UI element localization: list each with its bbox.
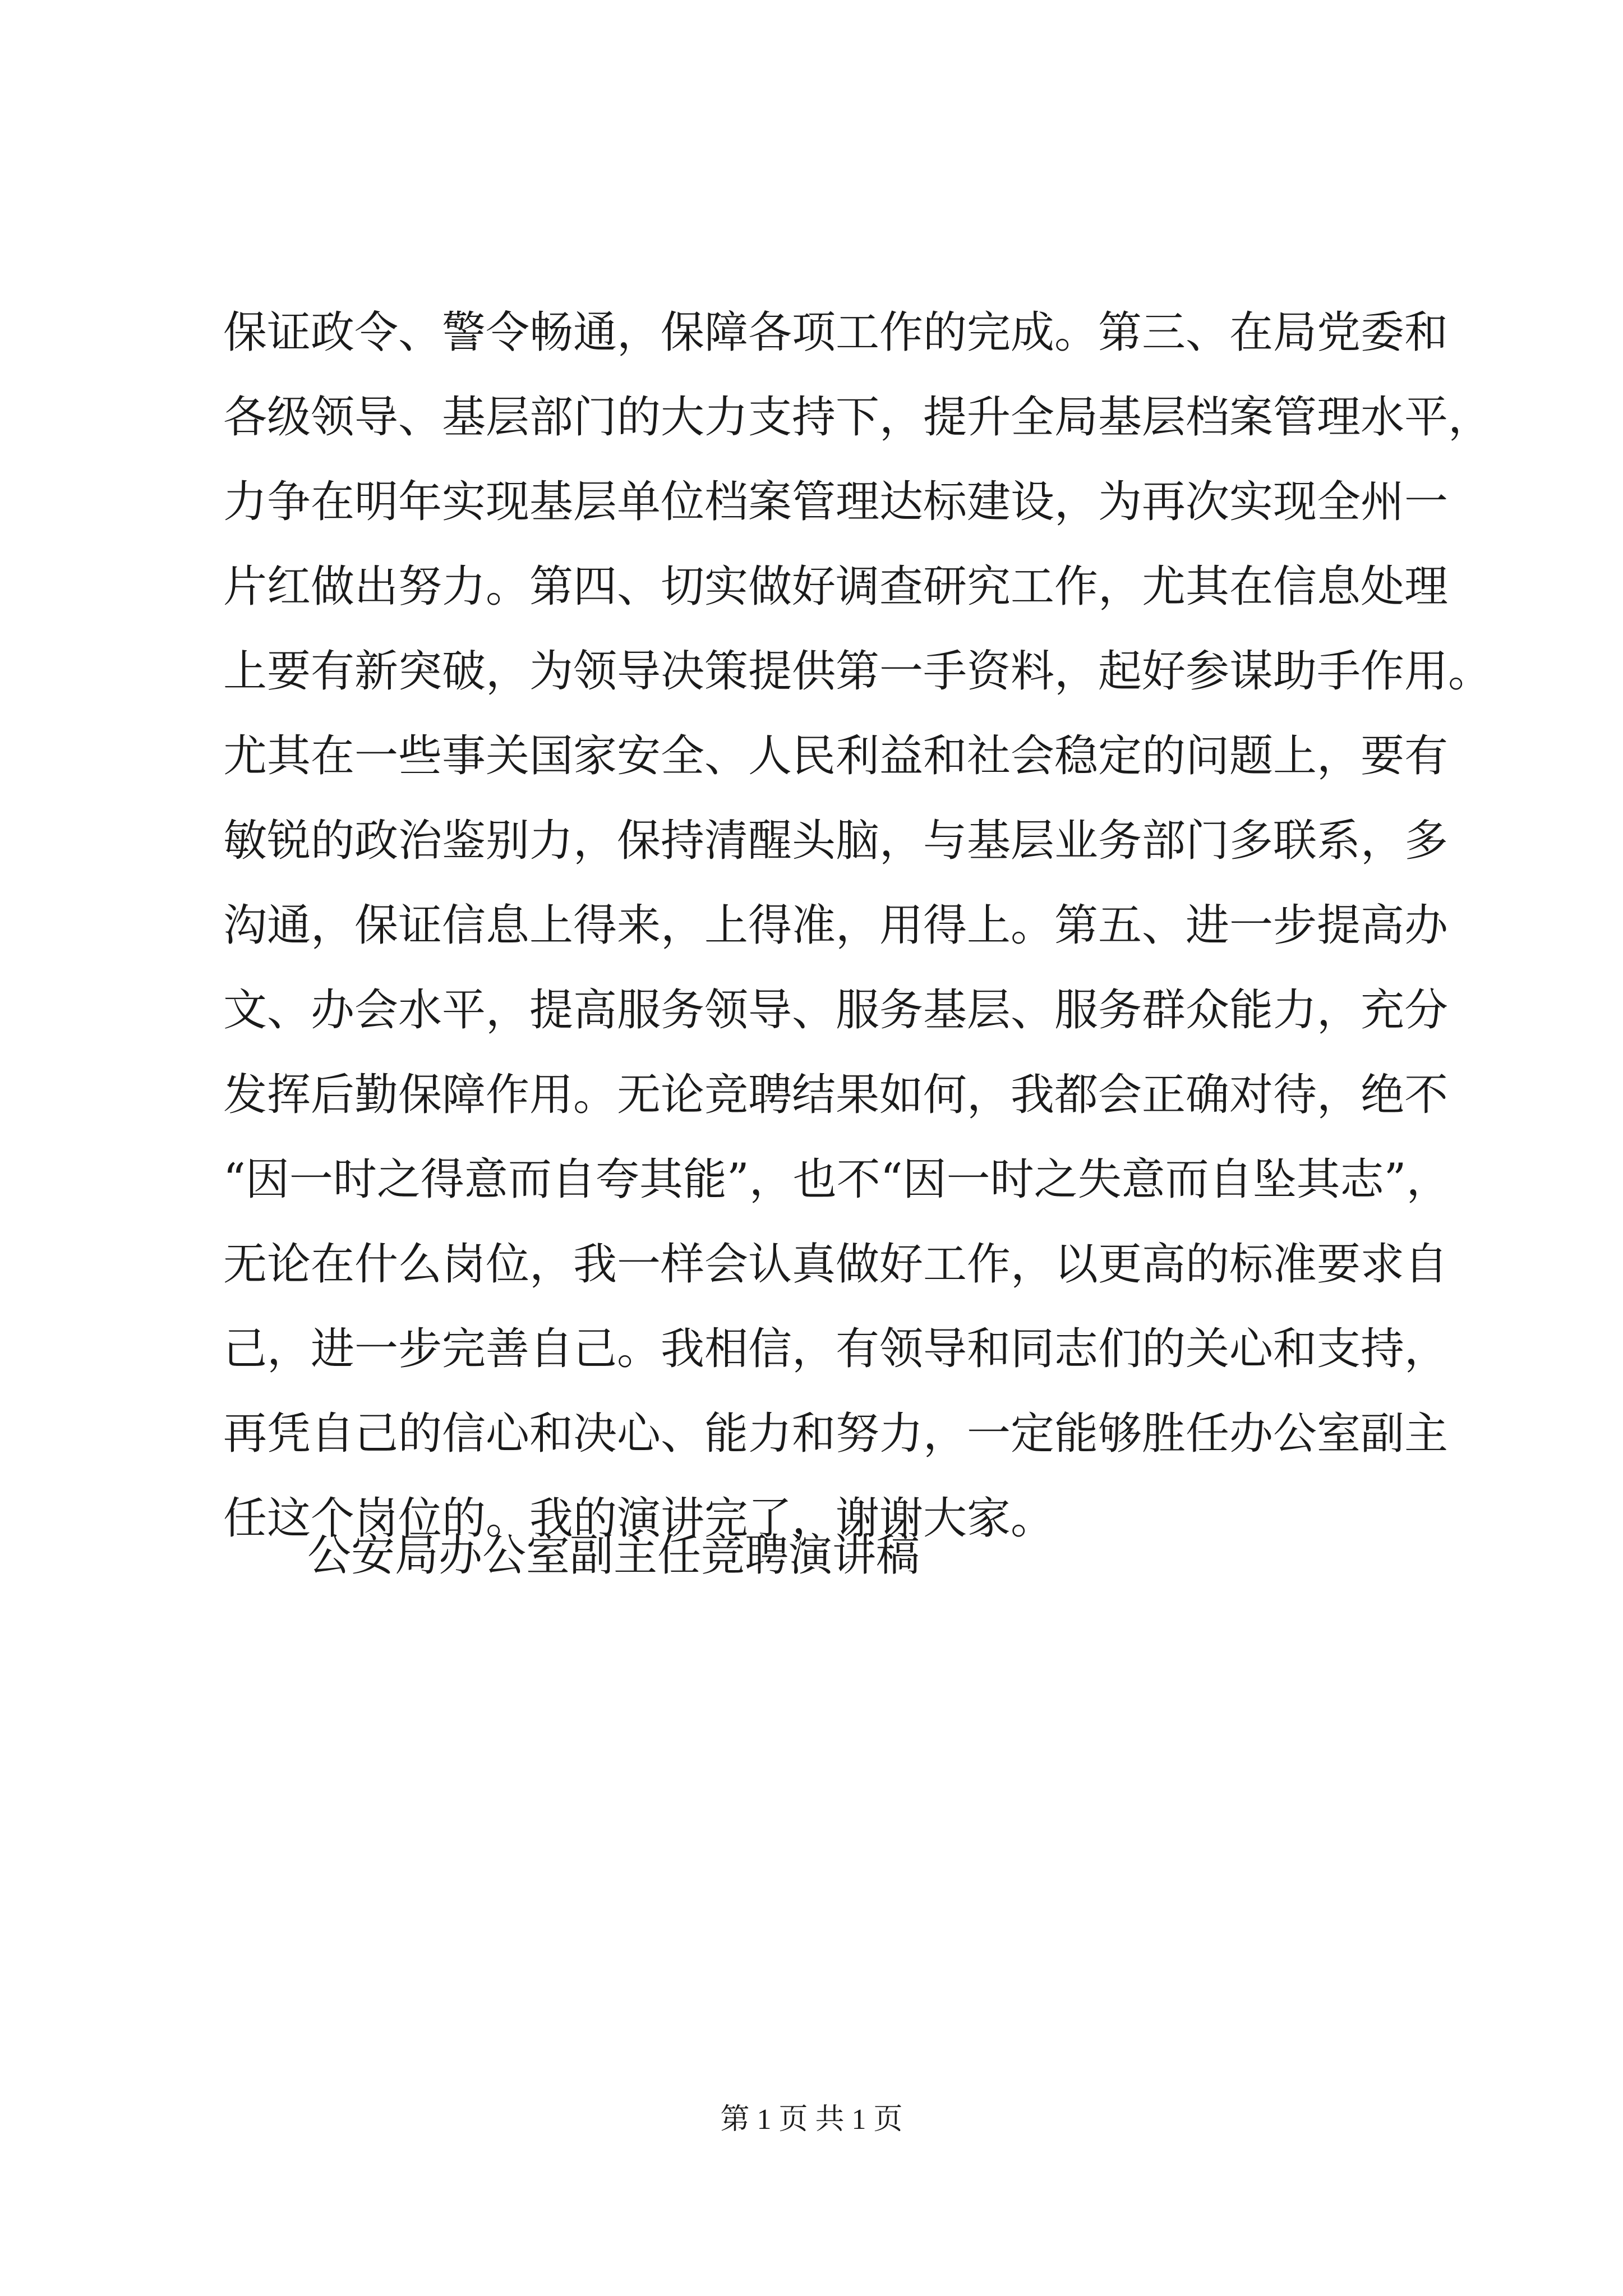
body-line: 沟通，保证信息上得来，上得准，用得上。第五、进一步提高办 [223,900,1449,951]
body-line: 保证政令、警令畅通，保障各项工作的完成。第三、在局党委和 [223,307,1449,358]
page-footer: 第 1 页 共 1 页 [720,2104,903,2136]
body-line: 己，进一步完善自己。我相信，有领导和同志们的关心和支持， [223,1324,1449,1374]
body-line: 文、办会水平，提高服务领导、服务基层、服务群众能力，充分 [223,985,1449,1036]
body-line: 发挥后勤保障作用。无论竞聘结果如何，我都会正确对待，绝不 [223,1070,1449,1120]
body-line: 各级领导、基层部门的大力支持下，提升全局基层档案管理水平， [223,392,1492,443]
body-line: 尤其在一些事关国家安全、人民利益和社会稳定的问题上，要有 [223,731,1449,781]
body-line: 再凭自己的信心和决心、能力和努力，一定能够胜任办公室副主 [223,1409,1449,1459]
body-line: 力争在明年实现基层单位档案管理达标建设，为再次实现全州一 [223,477,1449,527]
body-line: 任这个岗位的。我的演讲完了，谢谢大家。 [223,1493,1055,1544]
body-line: 片红做出努力。第四、切实做好调查研究工作，尤其在信息处理 [223,562,1449,612]
speech-body [223,291,1492,1561]
body-line: 敏锐的政治鉴别力，保持清醒头脑，与基层业务部门多联系，多 [223,816,1449,866]
body-line: 上要有新突破，为领导决策提供第一手资料，起好参谋助手作用。 [223,646,1492,697]
document-title: 公安局办公室副主任竞聘演讲稿 [307,1530,920,1581]
body-line: 无论在什么岗位，我一样会认真做好工作，以更高的标准要求自 [223,1239,1449,1290]
body-line: “因一时之得意而自夸其能”，也不“因一时之失意而自坠其志”， [223,1154,1450,1205]
